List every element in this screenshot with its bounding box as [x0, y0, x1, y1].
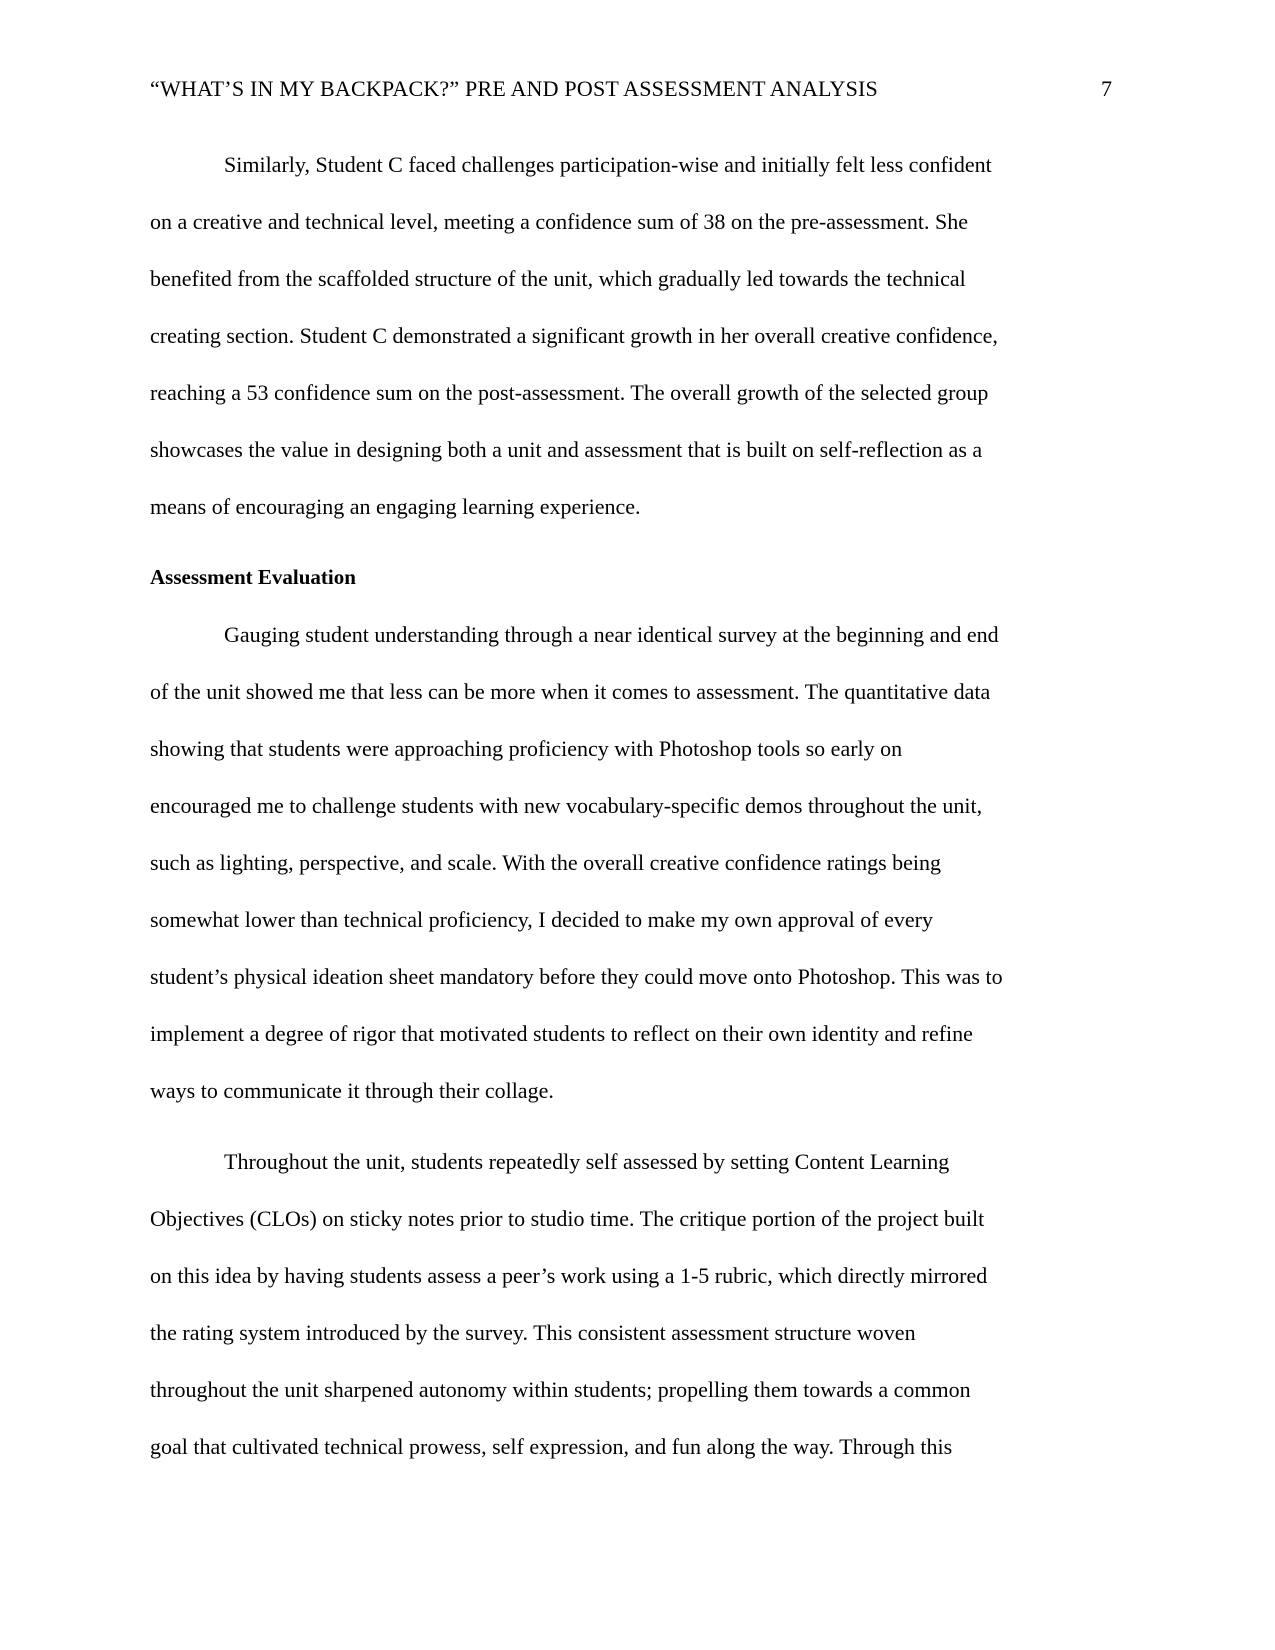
text-line: on this idea by having students assess a peer’s work using a 1-5 rubric, which directly mirrored — [150, 1263, 988, 1288]
text-line: Throughout the unit, students repeatedly self assessed by setting Content Learning — [224, 1149, 950, 1174]
text-line: means of encouraging an engaging learning experience. — [150, 494, 641, 519]
text-line: on a creative and technical level, meeting a confidence sum of 38 on the pre-assessment. She — [150, 209, 968, 234]
text-line: somewhat lower than technical proficiency, I decided to make my own approval of every — [150, 907, 933, 932]
text-line: implement a degree of rigor that motivated students to reflect on their own identity and refine — [150, 1021, 973, 1046]
text-line: throughout the unit sharpened autonomy within students; propelling them towards a common — [150, 1377, 971, 1402]
text-line: such as lighting, perspective, and scale. With the overall creative confidence ratings being — [150, 850, 942, 875]
text-line: Similarly, Student C faced challenges participation-wise and initially felt less confident — [224, 152, 992, 177]
text-line: of the unit showed me that less can be more when it comes to assessment. The quantitative data — [150, 679, 991, 704]
text-line: showcases the value in designing both a unit and assessment that is built on self-reflection as a — [150, 437, 983, 462]
text-line: student’s physical ideation sheet mandatory before they could move onto Photoshop. This was to — [150, 964, 1003, 989]
text-line: benefited from the scaffolded structure of the unit, which gradually led towards the technical — [150, 266, 966, 291]
page-number: 7 — [1101, 76, 1112, 101]
running-header — [150, 72, 1112, 106]
text-line: the rating system introduced by the survey. This consistent assessment structure woven — [150, 1320, 916, 1345]
paragraph — [150, 1133, 1122, 1475]
text-line: creating section. Student C demonstrated a significant growth in her overall creative confidence, — [150, 323, 998, 348]
text-line: Objectives (CLOs) on sticky notes prior to studio time. The critique portion of the project built — [150, 1206, 985, 1231]
paragraph — [150, 136, 1122, 535]
running-title: “WHAT’S IN MY BACKPACK?” PRE AND POST ASSESSMENT ANALYSIS — [150, 76, 878, 101]
text-line: goal that cultivated technical prowess, self expression, and fun along the way. Through this — [150, 1434, 953, 1459]
text-line: Gauging student understanding through a near identical survey at the beginning and end — [224, 622, 999, 647]
text-line: reaching a 53 confidence sum on the post-assessment. The overall growth of the selected group — [150, 380, 989, 405]
text-line: showing that students were approaching proficiency with Photoshop tools so early on — [150, 736, 903, 761]
section-assessment-evaluation — [150, 549, 1122, 1119]
body-text — [150, 136, 1122, 1475]
section-heading: Assessment Evaluation — [150, 565, 356, 589]
text-line: ways to communicate it through their collage. — [150, 1078, 554, 1103]
text-line: encouraged me to challenge students with new vocabulary-specific demos throughout the unit, — [150, 793, 983, 818]
